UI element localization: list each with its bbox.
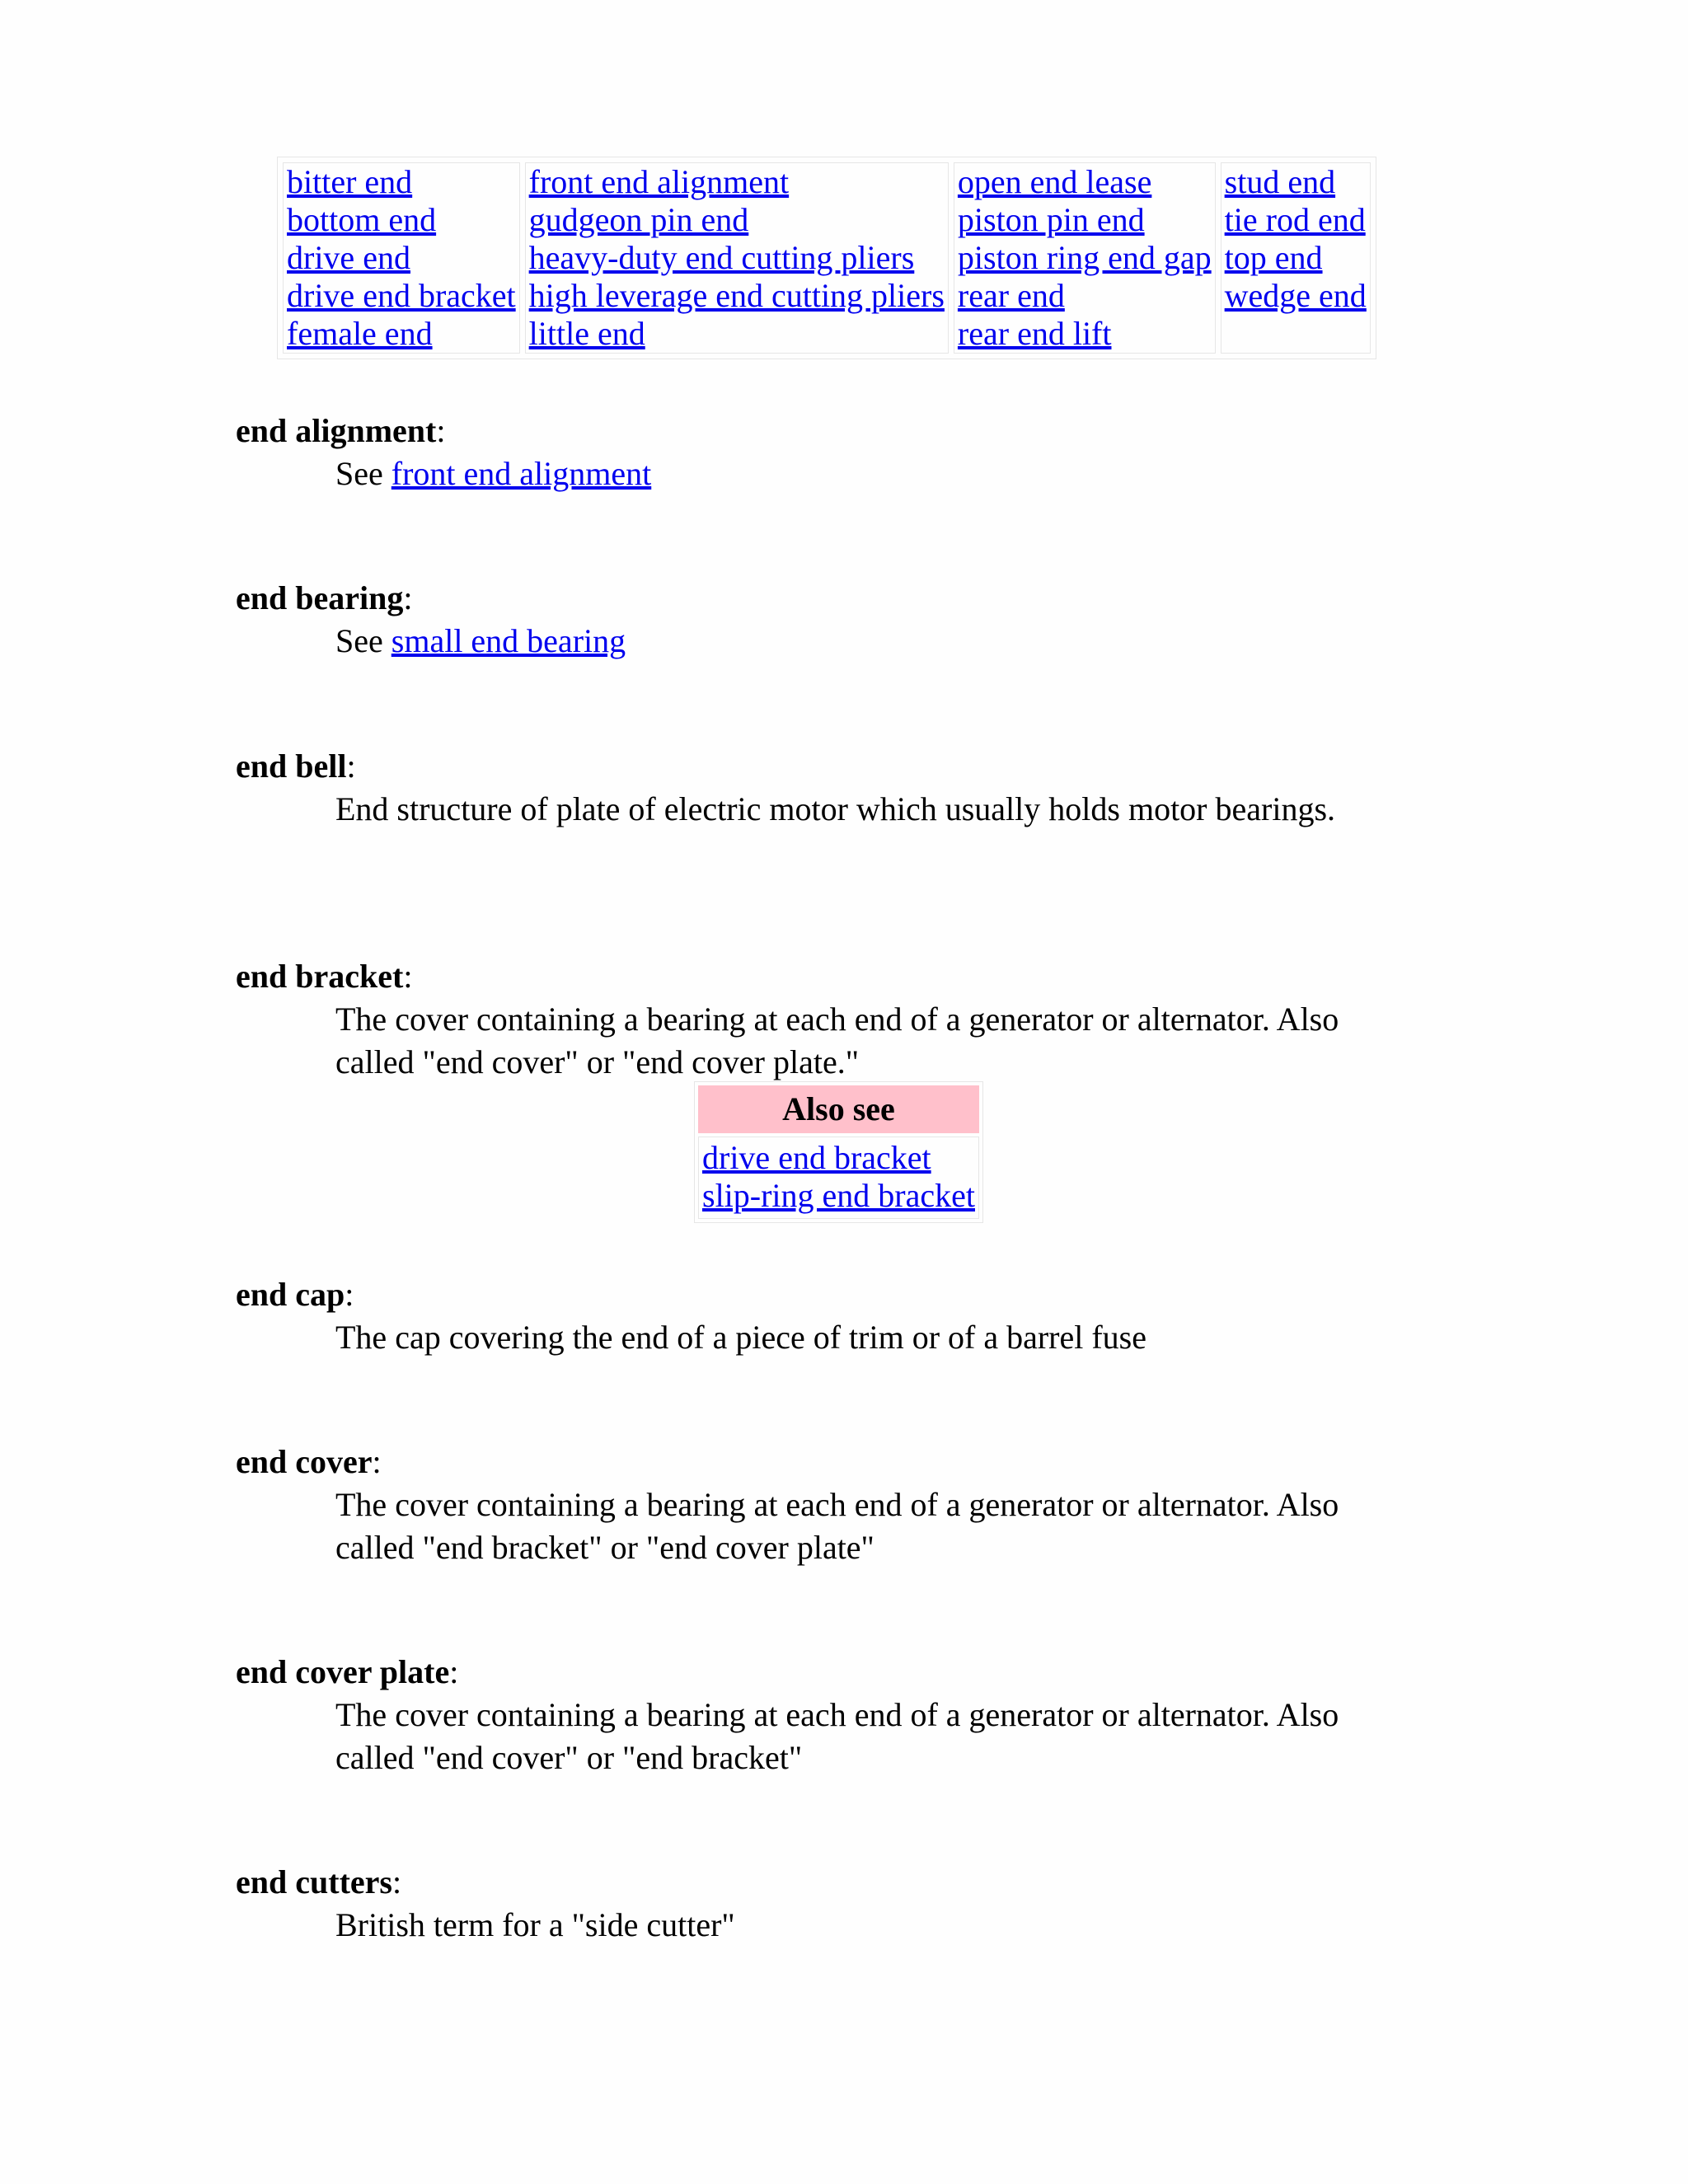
entry-definition: The cover containing a bearing at each end of a generator or alternator. Also called "end cover" or "end cover plate."	[335, 1001, 1339, 1080]
entry-term: end cutters	[236, 1863, 392, 1900]
also-see-box	[694, 1081, 983, 1223]
entry-term: end cover	[236, 1443, 373, 1480]
glossary-entry-end-cap	[236, 1273, 1472, 1359]
see-prefix: See	[335, 455, 392, 492]
entry-colon: :	[392, 1863, 402, 1900]
entry-heading	[236, 577, 1472, 620]
glossary-entry-end-cover	[236, 1441, 1472, 1569]
entry-heading	[236, 1651, 1472, 1694]
link-rear-end-lift[interactable]: rear end lift	[957, 315, 1112, 352]
related-links-column-3	[954, 162, 1216, 354]
also-see-links	[698, 1137, 979, 1219]
entry-term: end bell	[236, 748, 347, 785]
entry-definition: The cap covering the end of a piece of trim or of a barrel fuse	[335, 1319, 1146, 1356]
entry-term: end cover plate	[236, 1653, 450, 1690]
link-drive-end[interactable]: drive end	[287, 239, 410, 276]
entry-definition: The cover containing a bearing at each end of a generator or alternator. Also called "end bracket" or "end cover plate"	[335, 1486, 1339, 1566]
glossary-entry-end-cutters	[236, 1861, 1472, 1947]
link-high-leverage-end-cutting-pliers[interactable]: high leverage end cutting pliers	[528, 277, 945, 314]
entry-colon: :	[436, 412, 446, 449]
related-links-table	[277, 157, 1376, 359]
see-prefix: See	[335, 622, 392, 659]
entry-term: end bracket	[236, 958, 404, 995]
glossary-entry-end-alignment	[236, 410, 1472, 495]
entry-term: end cap	[236, 1276, 345, 1313]
link-bitter-end[interactable]: bitter end	[287, 163, 413, 200]
entry-colon: :	[346, 748, 356, 785]
link-front-end-alignment[interactable]: front end alignment	[528, 163, 790, 200]
entry-heading	[236, 410, 1472, 452]
entry-heading	[236, 1441, 1472, 1483]
link-heavy-duty-end-cutting-pliers[interactable]: heavy-duty end cutting pliers	[528, 239, 915, 276]
entry-heading	[236, 1273, 1472, 1316]
entry-definition: British term for a "side cutter"	[335, 1906, 735, 1943]
link-stud-end[interactable]: stud end	[1224, 163, 1336, 200]
entry-term: end bearing	[236, 579, 404, 616]
glossary-entry-end-cover-plate	[236, 1651, 1472, 1779]
link-open-end-lease[interactable]: open end lease	[957, 163, 1152, 200]
link-rear-end[interactable]: rear end	[957, 277, 1065, 314]
link-piston-pin-end[interactable]: piston pin end	[957, 201, 1145, 238]
link-little-end[interactable]: little end	[528, 315, 645, 352]
also-see-link-slip-ring-end-bracket[interactable]: slip-ring end bracket	[702, 1177, 975, 1214]
glossary-entry-end-bell	[236, 745, 1472, 831]
see-link-small-end-bearing[interactable]: small end bearing	[391, 622, 626, 659]
entry-definition: End structure of plate of electric motor which usually holds motor bearings.	[335, 790, 1336, 827]
glossary-entry-end-bracket	[236, 955, 1472, 1084]
entry-colon: :	[345, 1276, 354, 1313]
link-gudgeon-pin-end[interactable]: gudgeon pin end	[528, 201, 749, 238]
entry-term: end alignment	[236, 412, 437, 449]
also-see-heading: Also see	[698, 1085, 979, 1133]
entry-colon: :	[403, 579, 413, 616]
entry-heading	[236, 745, 1472, 788]
related-links-column-4	[1221, 162, 1371, 354]
entry-definition	[335, 620, 1423, 663]
entry-heading	[236, 955, 1472, 998]
link-tie-rod-end[interactable]: tie rod end	[1224, 201, 1366, 238]
link-female-end[interactable]: female end	[287, 315, 433, 352]
entry-definition: The cover containing a bearing at each end of a generator or alternator. Also called "end cover" or "end bracket"	[335, 1696, 1339, 1776]
related-links-column-1	[283, 162, 520, 354]
link-top-end[interactable]: top end	[1224, 239, 1323, 276]
link-bottom-end[interactable]: bottom end	[287, 201, 437, 238]
also-see-link-drive-end-bracket[interactable]: drive end bracket	[702, 1139, 931, 1176]
entry-colon: :	[403, 958, 413, 995]
link-wedge-end[interactable]: wedge end	[1224, 277, 1367, 314]
entry-colon: :	[372, 1443, 382, 1480]
see-link-front-end-alignment[interactable]: front end alignment	[391, 455, 652, 492]
glossary-entry-end-bearing	[236, 577, 1472, 663]
link-piston-ring-end-gap[interactable]: piston ring end gap	[957, 239, 1212, 276]
entry-colon: :	[449, 1653, 459, 1690]
related-links-column-2	[525, 162, 949, 354]
entry-definition	[335, 452, 1423, 495]
link-drive-end-bracket[interactable]: drive end bracket	[287, 277, 516, 314]
entry-heading	[236, 1861, 1472, 1904]
